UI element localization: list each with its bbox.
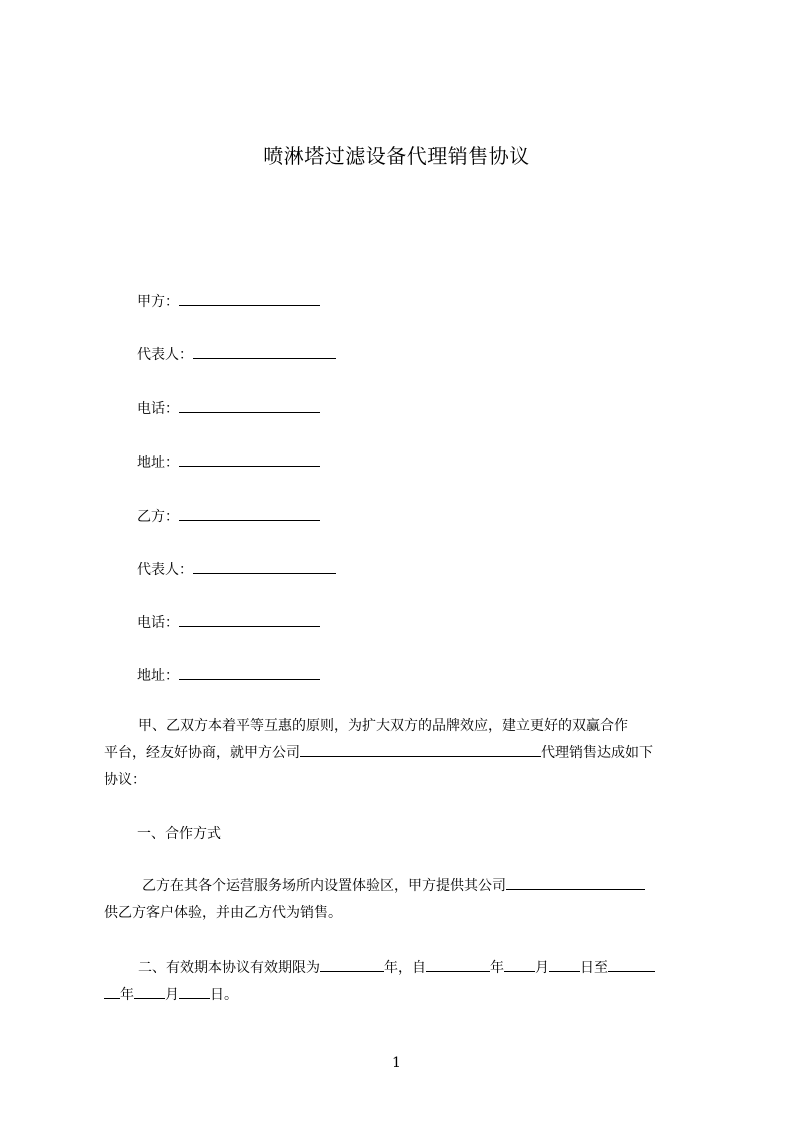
section-2-text-8: 日。 (210, 987, 238, 1003)
party-a-phone-label: 电话： (137, 401, 179, 417)
section-2-text-7: 月 (165, 987, 179, 1003)
start-day-blank[interactable] (549, 957, 580, 972)
section-1-paragraph (104, 873, 701, 927)
page-title: 喷淋塔过滤设备代理销售协议 (263, 144, 530, 168)
party-a-rep-field (137, 344, 336, 365)
party-b-rep-blank[interactable] (193, 559, 336, 574)
party-b-label: 乙方： (137, 509, 179, 525)
party-a-address-field (137, 452, 320, 473)
party-a-address-blank[interactable] (179, 452, 320, 467)
section-1-line-1 (104, 873, 701, 900)
section-2-text-5: 日至 (580, 960, 608, 976)
party-a-rep-blank[interactable] (193, 344, 336, 359)
end-month-blank[interactable] (134, 984, 165, 999)
party-b-phone-label: 电话： (137, 615, 179, 631)
party-b-blank[interactable] (179, 506, 320, 521)
party-b-address-blank[interactable] (179, 665, 320, 680)
section-2-text-3: 年 (490, 960, 504, 976)
section-2-text-4: 月 (535, 960, 549, 976)
party-b-address-label: 地址： (137, 668, 179, 684)
section-2-line-2 (104, 982, 701, 1009)
party-a-label: 甲方： (137, 294, 179, 310)
section-2-text-6: 年 (120, 987, 134, 1003)
intro-line-1: 甲、乙双方本着平等互惠的原则，为扩大双方的品牌效应，建立更好的双赢合作 (138, 718, 628, 734)
section-2-line-1 (104, 955, 701, 982)
company-name-blank[interactable] (300, 742, 541, 757)
party-b-phone-field (137, 612, 320, 633)
section-1-heading: 一、合作方式 (137, 826, 221, 842)
party-b-field (137, 506, 320, 527)
intro-line-3: 协议： (104, 772, 146, 788)
end-year-blank-part-2[interactable] (104, 984, 120, 999)
intro-paragraph (104, 713, 701, 794)
party-b-rep-field (137, 559, 336, 580)
term-years-blank[interactable] (320, 957, 384, 972)
party-b-phone-blank[interactable] (179, 612, 320, 627)
end-day-blank[interactable] (179, 984, 210, 999)
section-2-paragraph (104, 955, 701, 1009)
party-a-rep-label: 代表人： (137, 347, 193, 363)
intro-line-2 (104, 740, 701, 767)
section-1-line-1-text: 乙方在其各个运营服务场所内设置体验区，甲方提供其公司 (142, 878, 506, 894)
intro-line-2-end: 代理销售达成如下 (541, 745, 653, 761)
party-b-address-field (137, 665, 320, 686)
section-2-text-1: 二、有效期本协议有效期限为 (138, 960, 320, 976)
start-year-blank[interactable] (426, 957, 490, 972)
section-1-line-2: 供乙方客户体验，并由乙方代为销售。 (104, 905, 342, 921)
end-year-blank-part-1[interactable] (608, 957, 655, 972)
party-a-phone-blank[interactable] (179, 398, 320, 413)
start-month-blank[interactable] (504, 957, 535, 972)
product-blank[interactable] (506, 875, 645, 890)
section-2-text-2: 年，自 (384, 960, 426, 976)
party-a-field (137, 291, 320, 312)
party-a-address-label: 地址： (137, 455, 179, 471)
party-a-blank[interactable] (179, 291, 320, 306)
page-number: 1 (392, 1055, 401, 1071)
party-a-phone-field (137, 398, 320, 419)
party-b-rep-label: 代表人： (137, 562, 193, 578)
intro-line-2-start: 平台，经友好协商，就甲方公司 (104, 745, 300, 761)
